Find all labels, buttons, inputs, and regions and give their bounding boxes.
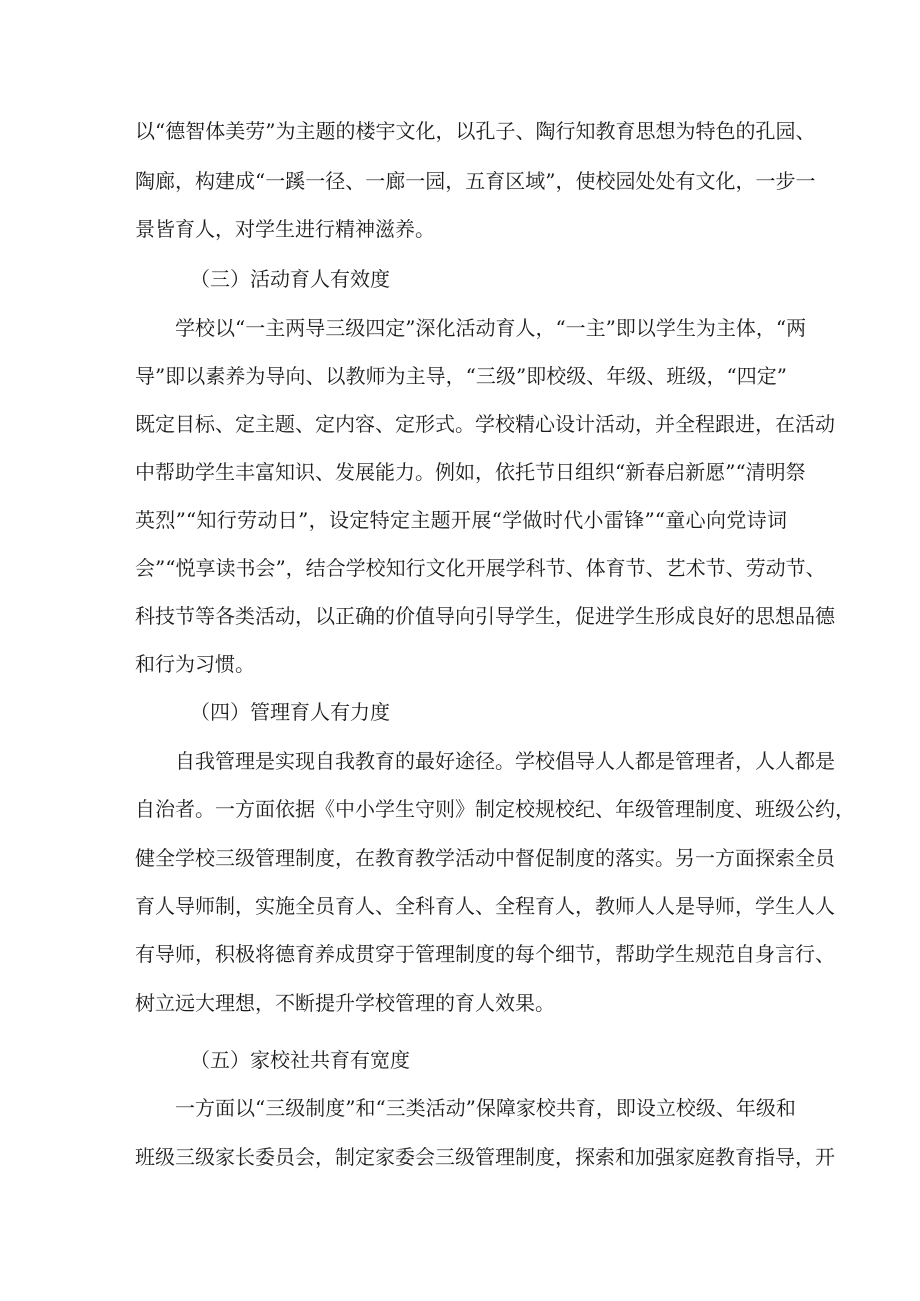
section3-line-1: 学校以“一主两导三级四定”深化活动育人，“一主”即以学生为主体，“两 [175, 316, 807, 340]
section4-line-2: 自治者。一方面依据《中小学生守则》制定校规校纪、年级管理制度、班级公约， [135, 797, 855, 821]
intro-line-2: 陶廊，构建成“一蹊一径、一廊一园，五育区域”，使校园处处有文化，一步一 [135, 169, 816, 193]
section3-line-5: 英烈”“知行劳动日”，设定特定主题开展“学做时代小雷锋”“童心向党诗词 [135, 508, 787, 532]
section3-line-8: 和行为习惯。 [135, 652, 255, 676]
section4-line-6: 树立远大理想，不断提升学校管理的育人效果。 [135, 991, 555, 1015]
section3-line-4: 中帮助学生丰富知识、发展能力。例如，依托节日组织“新春启新愿”“清明祭 [135, 460, 806, 484]
intro-line-3: 景皆育人，对学生进行精神滋养。 [135, 217, 435, 241]
section3-line-6: 会”“悦享读书会”，结合学校知行文化开展学科节、体育节、艺术节、劳动节、 [135, 556, 826, 580]
section4-line-5: 有导师，积极将德育养成贯穿于管理制度的每个细节，帮助学生规范自身言行、 [135, 942, 835, 966]
section4-line-3: 健全学校三级管理制度，在教育教学活动中督促制度的落实。另一方面探索全员 [135, 846, 835, 870]
section3-heading: （三）活动育人有效度 [190, 267, 390, 291]
section3-line-3: 既定目标、定主题、定内容、定形式。学校精心设计活动，并全程跟进，在活动 [135, 412, 835, 436]
section4-heading: （四）管理育人有力度 [190, 700, 390, 724]
section3-line-7: 科技节等各类活动，以正确的价值导向引导学生，促进学生形成良好的思想品德 [135, 604, 835, 628]
section3-line-2: 导”即以素养为导向、以教师为主导，“三级”即校级、年级、班级，“四定” [135, 364, 787, 388]
section5-line-2: 班级三级家长委员会，制定家委会三级管理制度，探索和加强家庭教育指导，开 [135, 1145, 835, 1169]
section5-heading: （五）家校社共育有宽度 [190, 1048, 410, 1072]
section5-line-1: 一方面以“三级制度”和“三类活动”保障家校共育，即设立校级、年级和 [175, 1096, 796, 1120]
intro-line-1: 以“德智体美劳”为主题的楼宇文化，以孔子、陶行知教育思想为特色的孔园、 [135, 119, 816, 143]
section4-line-4: 育人导师制，实施全员育人、全科育人、全程育人，教师人人是导师，学生人人 [135, 894, 835, 918]
section4-line-1: 自我管理是实现自我教育的最好途径。学校倡导人人都是管理者，人人都是 [175, 749, 835, 773]
